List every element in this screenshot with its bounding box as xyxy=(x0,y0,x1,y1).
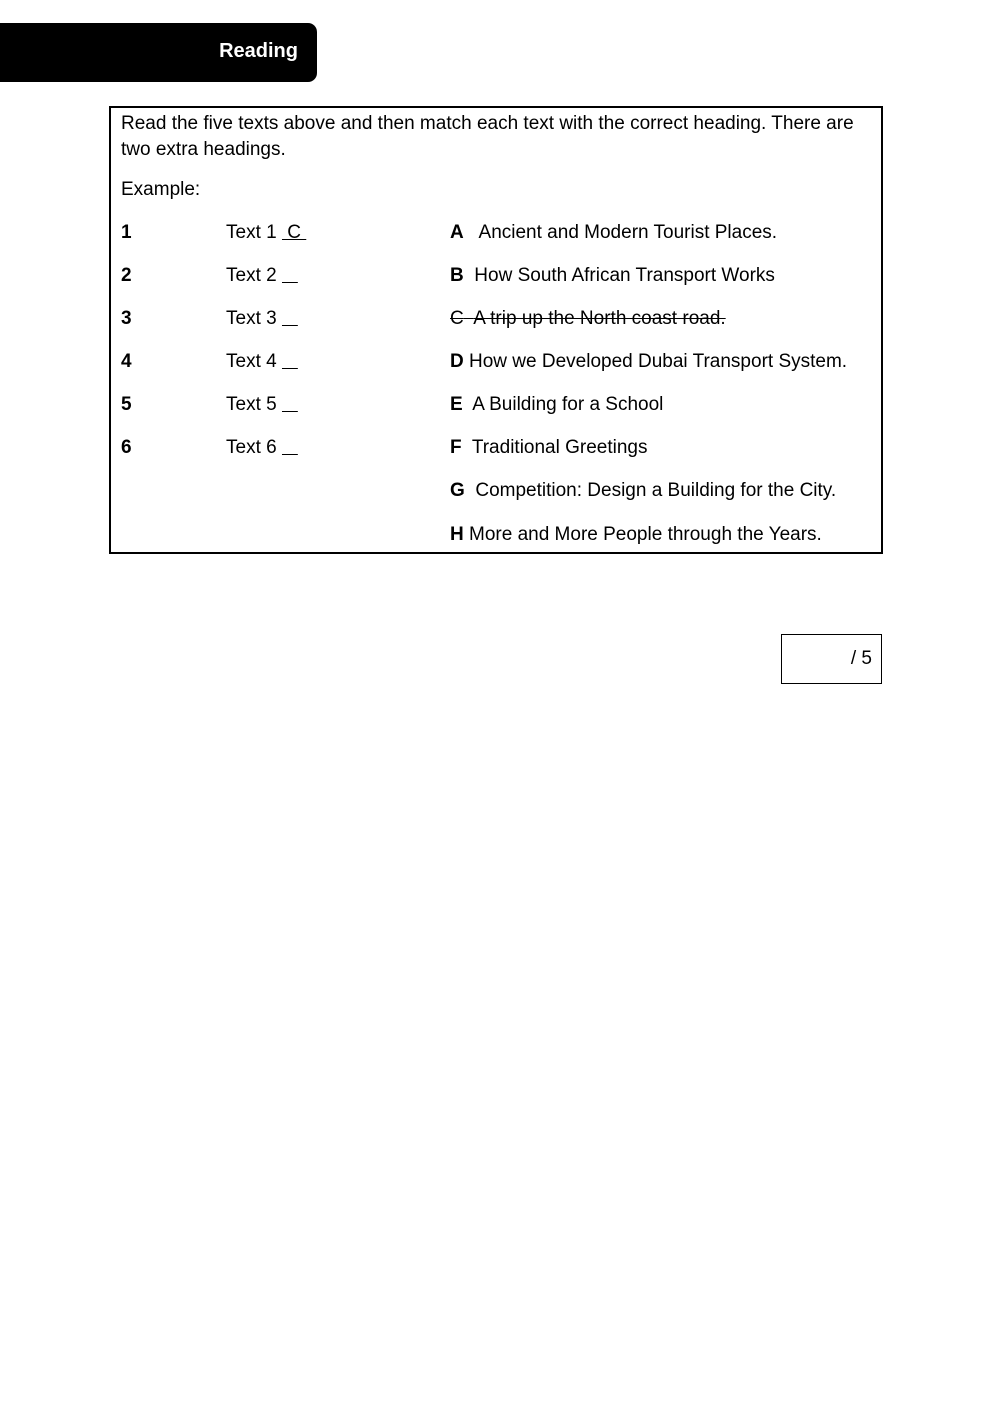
heading-letter: H xyxy=(450,524,464,545)
example-label: Example: xyxy=(121,179,201,200)
question-number: 1 xyxy=(121,222,132,243)
heading-option xyxy=(450,351,847,373)
heading-option xyxy=(450,524,822,546)
heading-option-used xyxy=(450,308,726,330)
answer-blank[interactable] xyxy=(282,265,298,286)
score-label: / 5 xyxy=(850,648,872,669)
heading-text: A trip up the North coast road. xyxy=(473,308,726,329)
question-text xyxy=(226,308,298,330)
heading-option xyxy=(450,394,663,416)
heading-text: Competition: Design a Building for the City. xyxy=(475,480,837,501)
section-tab xyxy=(0,23,317,82)
heading-text: A Building for a School xyxy=(472,394,664,415)
question-text xyxy=(226,222,306,244)
instructions: Read the five texts above and then match each text with the correct heading. There are two extra headings. xyxy=(121,113,854,160)
question-text xyxy=(226,351,298,373)
question-label: Text 6 xyxy=(226,437,282,458)
heading-option xyxy=(450,437,648,459)
heading-letter: B xyxy=(450,265,464,286)
answer-blank[interactable] xyxy=(282,437,298,458)
heading-option xyxy=(450,265,775,287)
answer-blank[interactable] xyxy=(282,308,298,329)
heading-option xyxy=(450,222,777,244)
question-number: 5 xyxy=(121,394,132,415)
answer-blank[interactable] xyxy=(282,351,298,372)
question-number: 3 xyxy=(121,308,132,329)
question-label: Text 3 xyxy=(226,308,282,329)
heading-text: Ancient and Modern Tourist Places. xyxy=(478,222,778,243)
heading-text: How we Developed Dubai Transport System. xyxy=(469,351,848,372)
heading-text: Traditional Greetings xyxy=(471,437,648,458)
question-text xyxy=(226,394,298,416)
question-text xyxy=(226,437,298,459)
heading-option xyxy=(450,480,836,502)
question-label: Text 2 xyxy=(226,265,282,286)
heading-text: More and More People through the Years. xyxy=(469,524,822,545)
heading-text: How South African Transport Works xyxy=(474,265,775,286)
question-number: 2 xyxy=(121,265,132,286)
question-label: Text 5 xyxy=(226,394,282,415)
heading-letter: E xyxy=(450,394,463,415)
question-text xyxy=(226,265,298,287)
answer-blank[interactable] xyxy=(282,394,298,415)
question-label: Text 4 xyxy=(226,351,282,372)
score-box[interactable] xyxy=(781,634,882,684)
question-number: 6 xyxy=(121,437,132,458)
heading-letter: D xyxy=(450,351,464,372)
answer-blank[interactable]: C xyxy=(281,222,307,243)
section-title: Reading xyxy=(219,40,298,62)
heading-letter: F xyxy=(450,437,462,458)
heading-letter: C xyxy=(450,308,464,329)
heading-letter: G xyxy=(450,480,465,501)
question-label: Text 1 xyxy=(226,222,282,243)
matching-task-box xyxy=(109,106,883,554)
heading-letter: A xyxy=(450,222,464,243)
question-number: 4 xyxy=(121,351,132,372)
